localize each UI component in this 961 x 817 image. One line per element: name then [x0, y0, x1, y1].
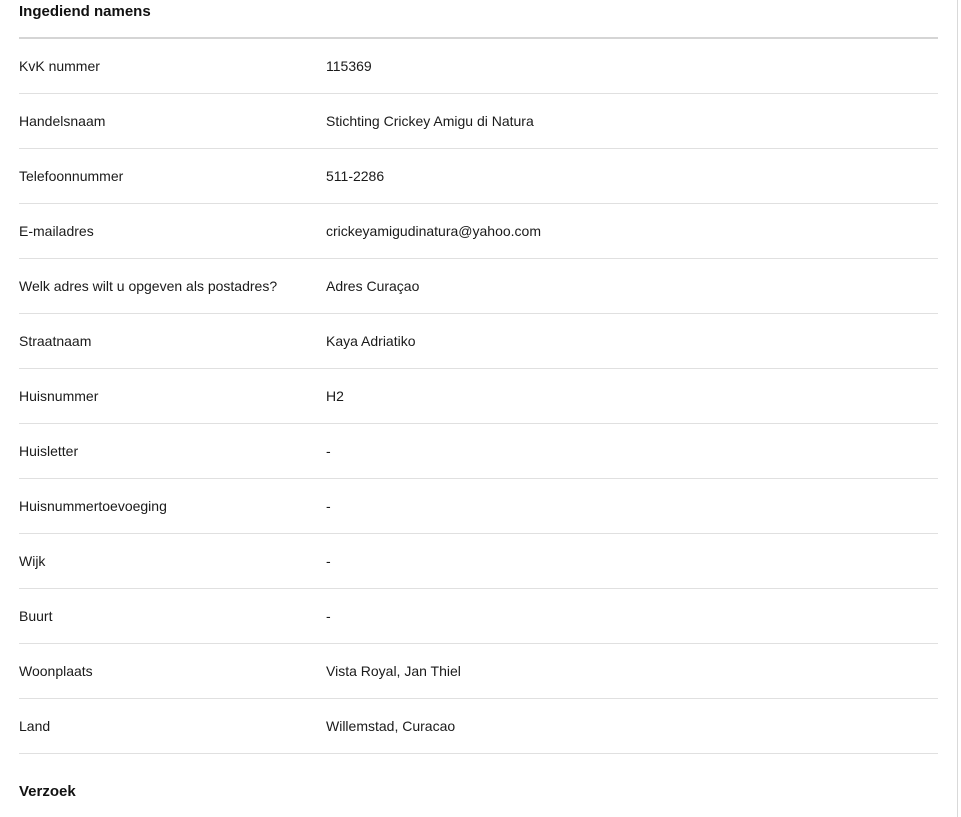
field-value: H2 [326, 388, 344, 404]
section-title-ingediend-namens: Ingediend namens [19, 3, 151, 20]
table-row-handelsnaam [19, 94, 938, 149]
table-row-postadres-keuze [19, 259, 938, 314]
table-row-woonplaats [19, 644, 938, 699]
field-value: - [326, 553, 331, 569]
field-label: Huisnummer [19, 388, 99, 404]
page-right-border [957, 0, 958, 817]
field-label: Handelsnaam [19, 113, 106, 129]
field-value: - [326, 443, 331, 459]
field-label: KvK nummer [19, 58, 100, 74]
field-label: Telefoonnummer [19, 168, 124, 184]
field-value: Vista Royal, Jan Thiel [326, 663, 461, 679]
table-row-kvk-nummer [19, 39, 938, 94]
field-value: 115369 [326, 58, 372, 74]
field-value: Kaya Adriatiko [326, 333, 416, 349]
field-value: Adres Curaçao [326, 278, 420, 294]
section-title-verzoek: Verzoek [19, 783, 76, 800]
table-row-land [19, 699, 938, 754]
field-label: Woonplaats [19, 663, 93, 679]
field-label: Land [19, 718, 51, 734]
field-label: Wijk [19, 553, 46, 569]
field-label: Huisletter [19, 443, 79, 459]
field-label: Welk adres wilt u opgeven als postadres? [19, 278, 278, 294]
table-row-straatnaam [19, 314, 938, 369]
field-label: Straatnaam [19, 333, 92, 349]
table-row-emailadres [19, 204, 938, 259]
table-row-buurt [19, 589, 938, 644]
field-label: Buurt [19, 608, 53, 624]
field-value: Stichting Crickey Amigu di Natura [326, 113, 534, 129]
field-value: Willemstad, Curacao [326, 718, 456, 734]
field-value: - [326, 608, 331, 624]
form-summary-content [19, 0, 938, 817]
field-label: Huisnummertoevoeging [19, 498, 167, 514]
table-row-telefoonnummer [19, 149, 938, 204]
table-row-huisletter [19, 424, 938, 479]
table-row-huisnummer [19, 369, 938, 424]
field-label: E-mailadres [19, 223, 94, 239]
table-row-wijk [19, 534, 938, 589]
table-row-huisnummertoevoeging [19, 479, 938, 534]
field-value: 511-2286 [326, 168, 385, 184]
field-value: - [326, 498, 331, 514]
field-value: crickeyamigudinatura@yahoo.com [326, 223, 541, 239]
